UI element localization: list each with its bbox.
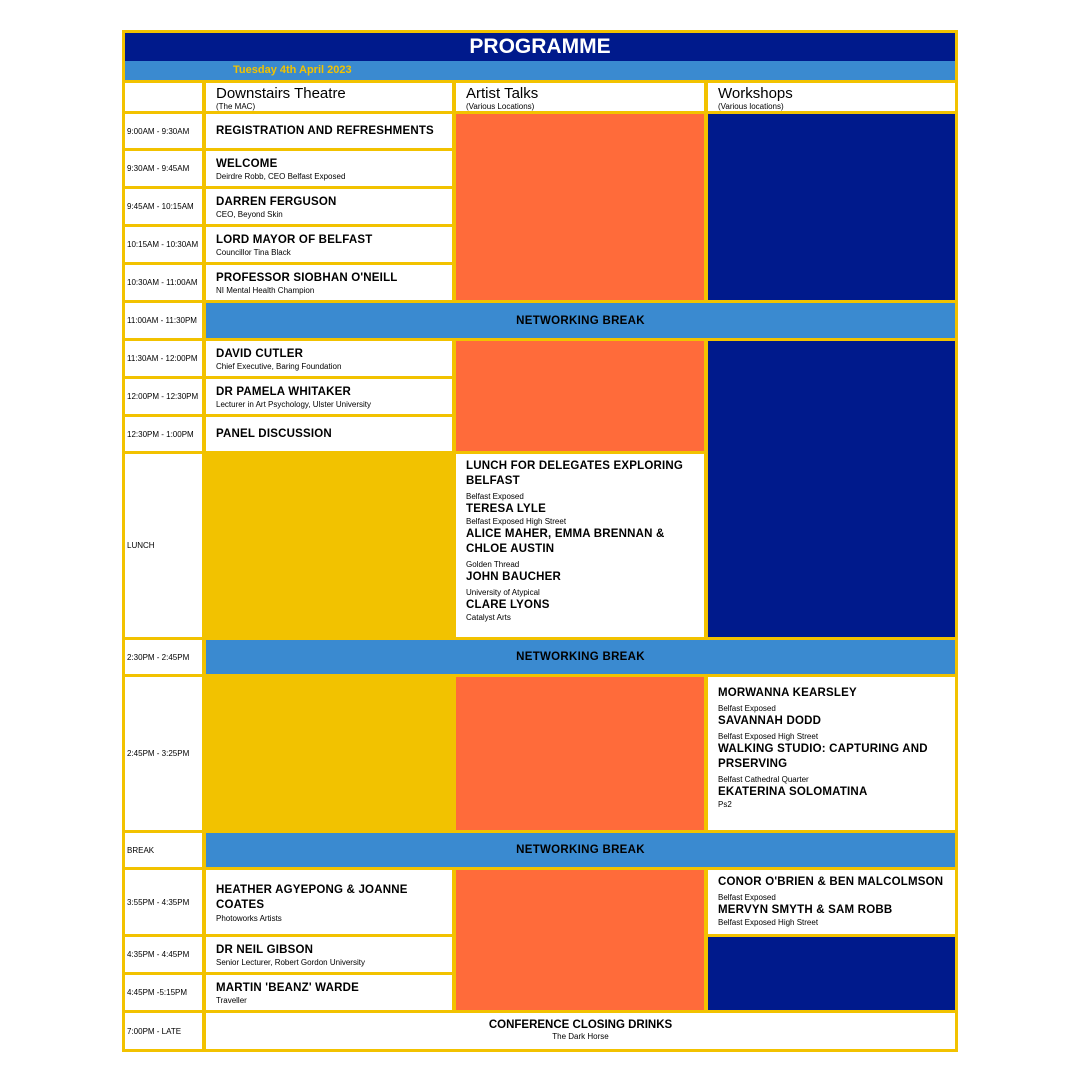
event-title: PROFESSOR SIOBHAN O'NEILL (216, 272, 398, 284)
time-cell: 4:45PM -5:15PM (125, 975, 202, 1010)
date-text: Tuesday 4th April 2023 (233, 64, 352, 76)
event-subtitle: CEO, Beyond Skin (216, 210, 283, 219)
event-subtitle: Senior Lecturer, Robert Gordon University (216, 958, 365, 967)
time-cell: 7:00PM - LATE (125, 1013, 202, 1049)
networking-break (206, 833, 955, 867)
time-cell: 9:00AM - 9:30AM (125, 114, 202, 148)
theatre-block-afternoon (206, 677, 452, 830)
time-cell: 10:30AM - 11:00AM (125, 265, 202, 300)
talks-block-morning (456, 114, 704, 300)
workshop-title: MERVYN SMYTH & SAM ROBB (718, 904, 893, 916)
talks-block-late-afternoon (456, 870, 704, 1010)
workshop-location: Belfast Cathedral Quarter (718, 775, 809, 784)
event-martin-warde (206, 975, 452, 1010)
column-header-sub: (Various locations) (718, 102, 784, 111)
workshops-block-morning (708, 114, 955, 300)
date-band (125, 61, 955, 80)
event-closing-drinks (206, 1013, 955, 1049)
talk-location: Belfast Exposed High Street (466, 517, 567, 526)
event-subtitle: Photoworks Artists (216, 914, 282, 923)
event-title: HEATHER AGYEPONG & JOANNE COATES (216, 884, 408, 911)
workshop-title: CONOR O'BRIEN & BEN MALCOLMSON (718, 876, 944, 888)
header-empty-cell (125, 83, 202, 111)
event-title: WELCOME (216, 158, 278, 170)
event-siobhan-oneill (206, 265, 452, 300)
page-title-text: PROGRAMME (469, 35, 611, 58)
event-title: PANEL DISCUSSION (216, 428, 332, 440)
event-lord-mayor (206, 227, 452, 262)
column-header-name: Downstairs Theatre (216, 85, 346, 102)
event-david-cutler (206, 341, 452, 376)
talk-location: Golden Thread (466, 560, 520, 569)
workshop-title: WALKING STUDIO: CAPTURING AND PRSERVING (718, 743, 928, 770)
time-cell: BREAK (125, 833, 202, 867)
talk-title: CLARE LYONS (466, 599, 550, 611)
time-cell: 9:30AM - 9:45AM (125, 151, 202, 186)
time-cell: 2:45PM - 3:25PM (125, 677, 202, 830)
workshop-title: EKATERINA SOLOMATINA (718, 786, 868, 798)
event-title: LORD MAYOR OF BELFAST (216, 234, 373, 246)
theatre-block-lunch (206, 454, 452, 637)
time-cell: 3:55PM - 4:35PM (125, 870, 202, 934)
event-title: DARREN FERGUSON (216, 196, 337, 208)
networking-break (206, 640, 955, 674)
column-header-name: Artist Talks (466, 85, 539, 102)
break-label: NETWORKING BREAK (516, 651, 645, 663)
event-title: CONFERENCE CLOSING DRINKS (488, 1019, 673, 1031)
event-panel-discussion (206, 417, 452, 451)
event-welcome (206, 151, 452, 186)
event-pamela-whitaker (206, 379, 452, 414)
event-registration (206, 114, 452, 148)
afternoon-workshops-list (708, 677, 955, 830)
event-heather-agyepong (206, 870, 452, 934)
column-header-theatre (206, 83, 452, 111)
workshop-location: Belfast Exposed (718, 893, 776, 902)
event-subtitle: Chief Executive, Baring Foundation (216, 362, 342, 371)
event-darren-ferguson (206, 189, 452, 224)
event-subtitle: Councillor Tina Black (216, 248, 291, 257)
workshop-title: MORWANNA KEARSLEY (718, 687, 857, 699)
programme-table (122, 30, 958, 1052)
column-header-sub: (The MAC) (216, 102, 256, 111)
time-cell: 4:35PM - 4:45PM (125, 937, 202, 972)
event-title: DAVID CUTLER (216, 348, 304, 360)
time-cell: 11:30AM - 12:00PM (125, 341, 202, 376)
workshop-location: Ps2 (718, 800, 732, 809)
event-subtitle: The Dark Horse (552, 1032, 609, 1041)
time-cell: 9:45AM - 10:15AM (125, 189, 202, 224)
workshop-location: Belfast Exposed High Street (718, 918, 819, 927)
talk-location: Belfast Exposed (466, 492, 524, 501)
talk-title: LUNCH FOR DELEGATES EXPLORING BELFAST (466, 460, 684, 487)
workshops-block-late (708, 937, 955, 1010)
time-cell: 12:30PM - 1:00PM (125, 417, 202, 451)
workshop-location: Belfast Exposed (718, 704, 776, 713)
workshop-title: SAVANNAH DODD (718, 715, 822, 727)
event-subtitle: NI Mental Health Champion (216, 286, 315, 295)
lunch-talks-list (456, 454, 704, 637)
time-cell: 10:15AM - 10:30AM (125, 227, 202, 262)
column-header-talks (456, 83, 704, 111)
event-title: DR NEIL GIBSON (216, 944, 314, 956)
event-neil-gibson (206, 937, 452, 972)
event-subtitle: Deirdre Robb, CEO Belfast Exposed (216, 172, 346, 181)
talk-location: University of Atypical (466, 588, 540, 597)
event-title: MARTIN 'BEANZ' WARDE (216, 982, 359, 994)
talk-location: Catalyst Arts (466, 613, 511, 622)
late-workshops-list (708, 870, 955, 934)
talks-block-afternoon (456, 677, 704, 830)
talks-block-late-morning (456, 341, 704, 451)
break-label: NETWORKING BREAK (516, 844, 645, 856)
event-title: REGISTRATION AND REFRESHMENTS (216, 125, 434, 137)
break-label: NETWORKING BREAK (516, 314, 645, 327)
workshops-block-midday (708, 341, 955, 637)
event-title: DR PAMELA WHITAKER (216, 386, 351, 398)
talk-title: ALICE MAHER, EMMA BRENNAN & CHLOE AUSTIN (466, 528, 665, 555)
time-cell: 11:00AM - 11:30PM (125, 303, 202, 338)
talk-title: TERESA LYLE (466, 503, 546, 515)
column-header-name: Workshops (718, 85, 793, 102)
event-subtitle: Traveller (216, 996, 247, 1005)
page-title (125, 33, 955, 61)
event-subtitle: Lecturer in Art Psychology, Ulster University (216, 400, 372, 409)
time-cell: 12:00PM - 12:30PM (125, 379, 202, 414)
networking-break (206, 303, 955, 338)
time-cell: LUNCH (125, 454, 202, 637)
talk-title: JOHN BAUCHER (466, 571, 562, 583)
column-header-workshops (708, 83, 955, 111)
column-header-sub: (Various Locations) (466, 102, 535, 111)
time-cell: 2:30PM - 2:45PM (125, 640, 202, 674)
workshop-location: Belfast Exposed High Street (718, 732, 819, 741)
